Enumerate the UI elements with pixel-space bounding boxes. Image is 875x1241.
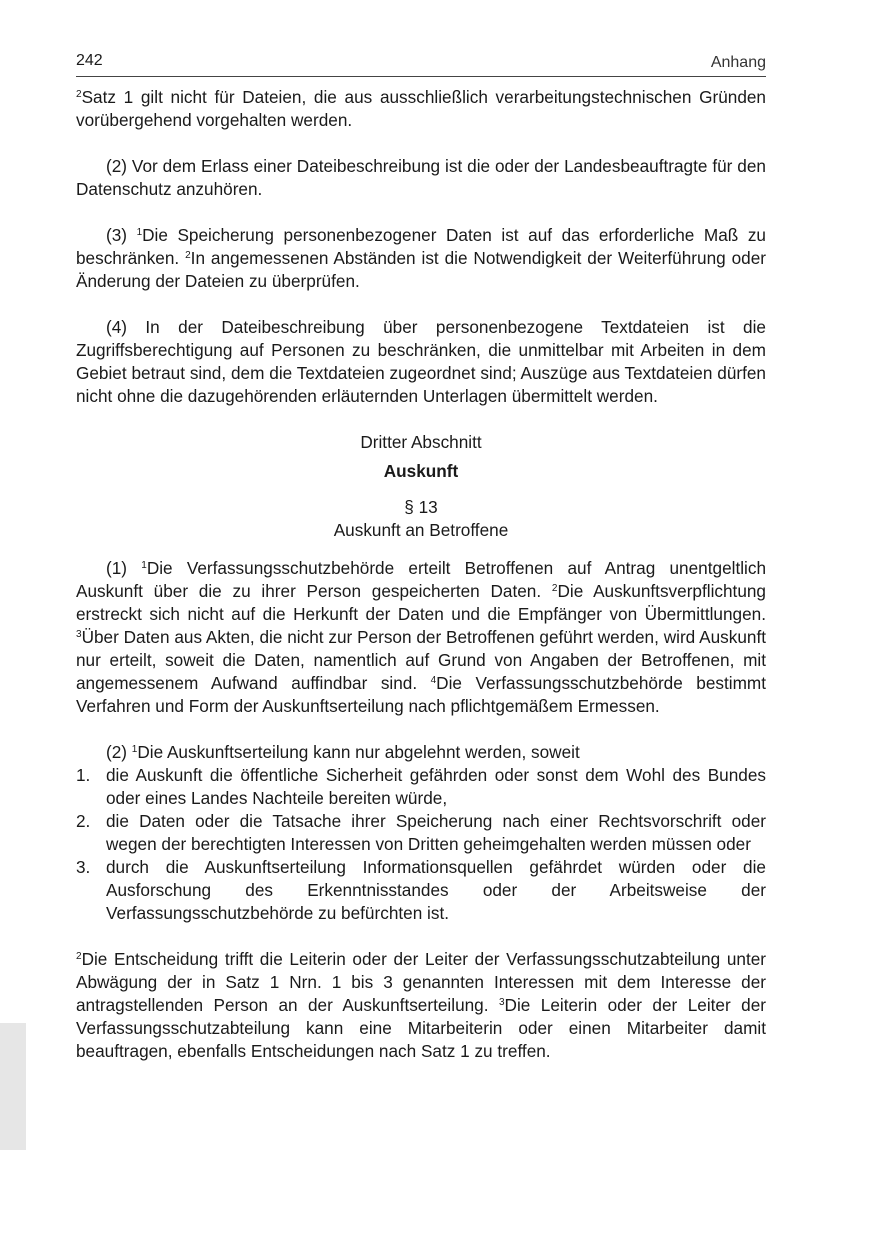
sentence-number: 2 bbox=[76, 89, 82, 100]
sentence-number: 4 bbox=[430, 675, 437, 686]
paragraph-prefix: (2) bbox=[106, 742, 132, 762]
sentence-number: 3 bbox=[76, 629, 82, 640]
list-item bbox=[76, 810, 766, 856]
s13-paragraph-1 bbox=[76, 557, 766, 718]
continued-paragraph bbox=[76, 86, 766, 132]
s13-paragraph-2 bbox=[76, 741, 766, 764]
list-item-text: die Auskunft die öffentliche Sicherheit gefährden oder sonst dem Wohl des Bundes oder eines Landes Nachteile bereiten würde, bbox=[106, 765, 766, 808]
running-header bbox=[76, 50, 766, 77]
list-item-text: durch die Auskunftserteilung Informationsquellen gefährdet würden oder die Ausforschung des Erkenntnisstandes oder der Arbeitsweise der Verfassungsschutzbehörde zu befürchten ist. bbox=[106, 857, 766, 923]
sentence-number: 1 bbox=[141, 560, 147, 571]
sentence-number: 1 bbox=[136, 227, 143, 238]
chapter-label: Dritter Abschnitt bbox=[360, 432, 482, 452]
sentence-text: In angemessenen Abständen ist die Notwendigkeit der Weiterführung oder Änderung der Dateien zu überprüfen. bbox=[76, 248, 766, 291]
sentence-text: Die Verfassungsschutzbehörde erteilt Betroffenen auf Antrag unentgeltlich Auskunft über die zu ihrer Person gespeicherten Daten. bbox=[76, 558, 767, 601]
sentence-text: Die Speicherung personenbezogener Daten ist auf das erforderliche Maß zu beschränken. bbox=[76, 225, 766, 268]
paragraph-prefix: (1) bbox=[106, 558, 142, 578]
sentence-text: Die Auskunftsverpflichtung erstreckt sich nicht auf die Herkunft der Daten und die Empfänger von Übermittlungen. bbox=[76, 581, 766, 624]
sentence-number: 1 bbox=[131, 744, 138, 755]
refusal-grounds-list bbox=[76, 764, 766, 925]
sentence-number: 3 bbox=[498, 997, 505, 1008]
page-content bbox=[76, 86, 766, 1063]
sentence-text: Über Daten aus Akten, die nicht zur Person der Betroffenen geführt werden, wird Auskunft nur erteilt, soweit die Daten, namentlich auf Grund von Angaben der Betroffenen, mit angemessenem Aufwand auffindbar sind. bbox=[76, 627, 766, 693]
sentence-number: 2 bbox=[76, 951, 82, 962]
section-title: Auskunft an Betroffene bbox=[333, 520, 509, 540]
list-item-text: die Daten oder die Tatsache ihrer Speicherung nach einer Rechtsvorschrift oder wegen der berechtigten Interessen von Dritten geheimgehalten werden müssen oder bbox=[106, 811, 766, 854]
paragraph-prefix: (3) bbox=[106, 225, 137, 245]
list-number: 2. bbox=[76, 811, 91, 831]
sentence-number: 2 bbox=[185, 250, 191, 261]
list-item bbox=[76, 856, 766, 925]
list-item bbox=[76, 764, 766, 810]
sentence-text: Die Auskunftserteilung kann nur abgelehnt werden, soweit bbox=[137, 742, 580, 762]
sentence-number: 2 bbox=[551, 583, 558, 594]
sentence-text: Die Leiterin oder der Leiter der Verfassungsschutzabteilung kann eine Mitarbeiterin oder einen Mitarbeiter damit beauftragen, ebenfalls Entscheidungen nach Satz 1 zu treffen. bbox=[76, 995, 766, 1061]
paragraph-text: Satz 1 gilt nicht für Dateien, die aus ausschließlich verarbeitungstechnischen Gründen vorübergehend vorgehalten werden. bbox=[76, 87, 766, 130]
paragraph-3 bbox=[76, 224, 766, 293]
chapter-title: Auskunft bbox=[383, 461, 459, 481]
list-number: 1. bbox=[76, 765, 91, 785]
sentence-text: Die Verfassungsschutzbehörde bestimmt Verfahren und Form der Auskunftserteilung nach pflichtgemäßem Ermessen. bbox=[76, 673, 766, 716]
paragraph-2: (2) Vor dem Erlass einer Dateibeschreibung ist die oder der Landesbeauftragte für den Datenschutz anzuhören. bbox=[76, 156, 766, 199]
section-number: § 13 bbox=[404, 497, 438, 517]
margin-thumb-tab bbox=[0, 1023, 26, 1150]
paragraph-4: (4) In der Dateibeschreibung über personenbezogene Textdateien ist die Zugriffsberechtigung auf Personen zu beschränken, die unmittelbar mit Arbeiten in dem Gebiet betraut sind, dem die Textdateien zugeordnet sind; Auszüge aus Textdateien dürfen nicht ohne die dazugehörenden erläuternden Unterlagen übermittelt werden. bbox=[76, 317, 766, 406]
section-header: Anhang bbox=[710, 54, 766, 71]
list-number: 3. bbox=[76, 857, 91, 877]
sentence-text: Die Entscheidung trifft die Leiterin oder der Leiter der Verfassungsschutzabteilung unter Abwägung der in Satz 1 Nrn. 1 bis 3 genannten Interessen mit dem Interesse der antragstellenden Person an der Auskunftserteilung. bbox=[76, 949, 766, 1015]
page-number: 242 bbox=[76, 52, 103, 69]
closing-paragraph bbox=[76, 948, 766, 1063]
